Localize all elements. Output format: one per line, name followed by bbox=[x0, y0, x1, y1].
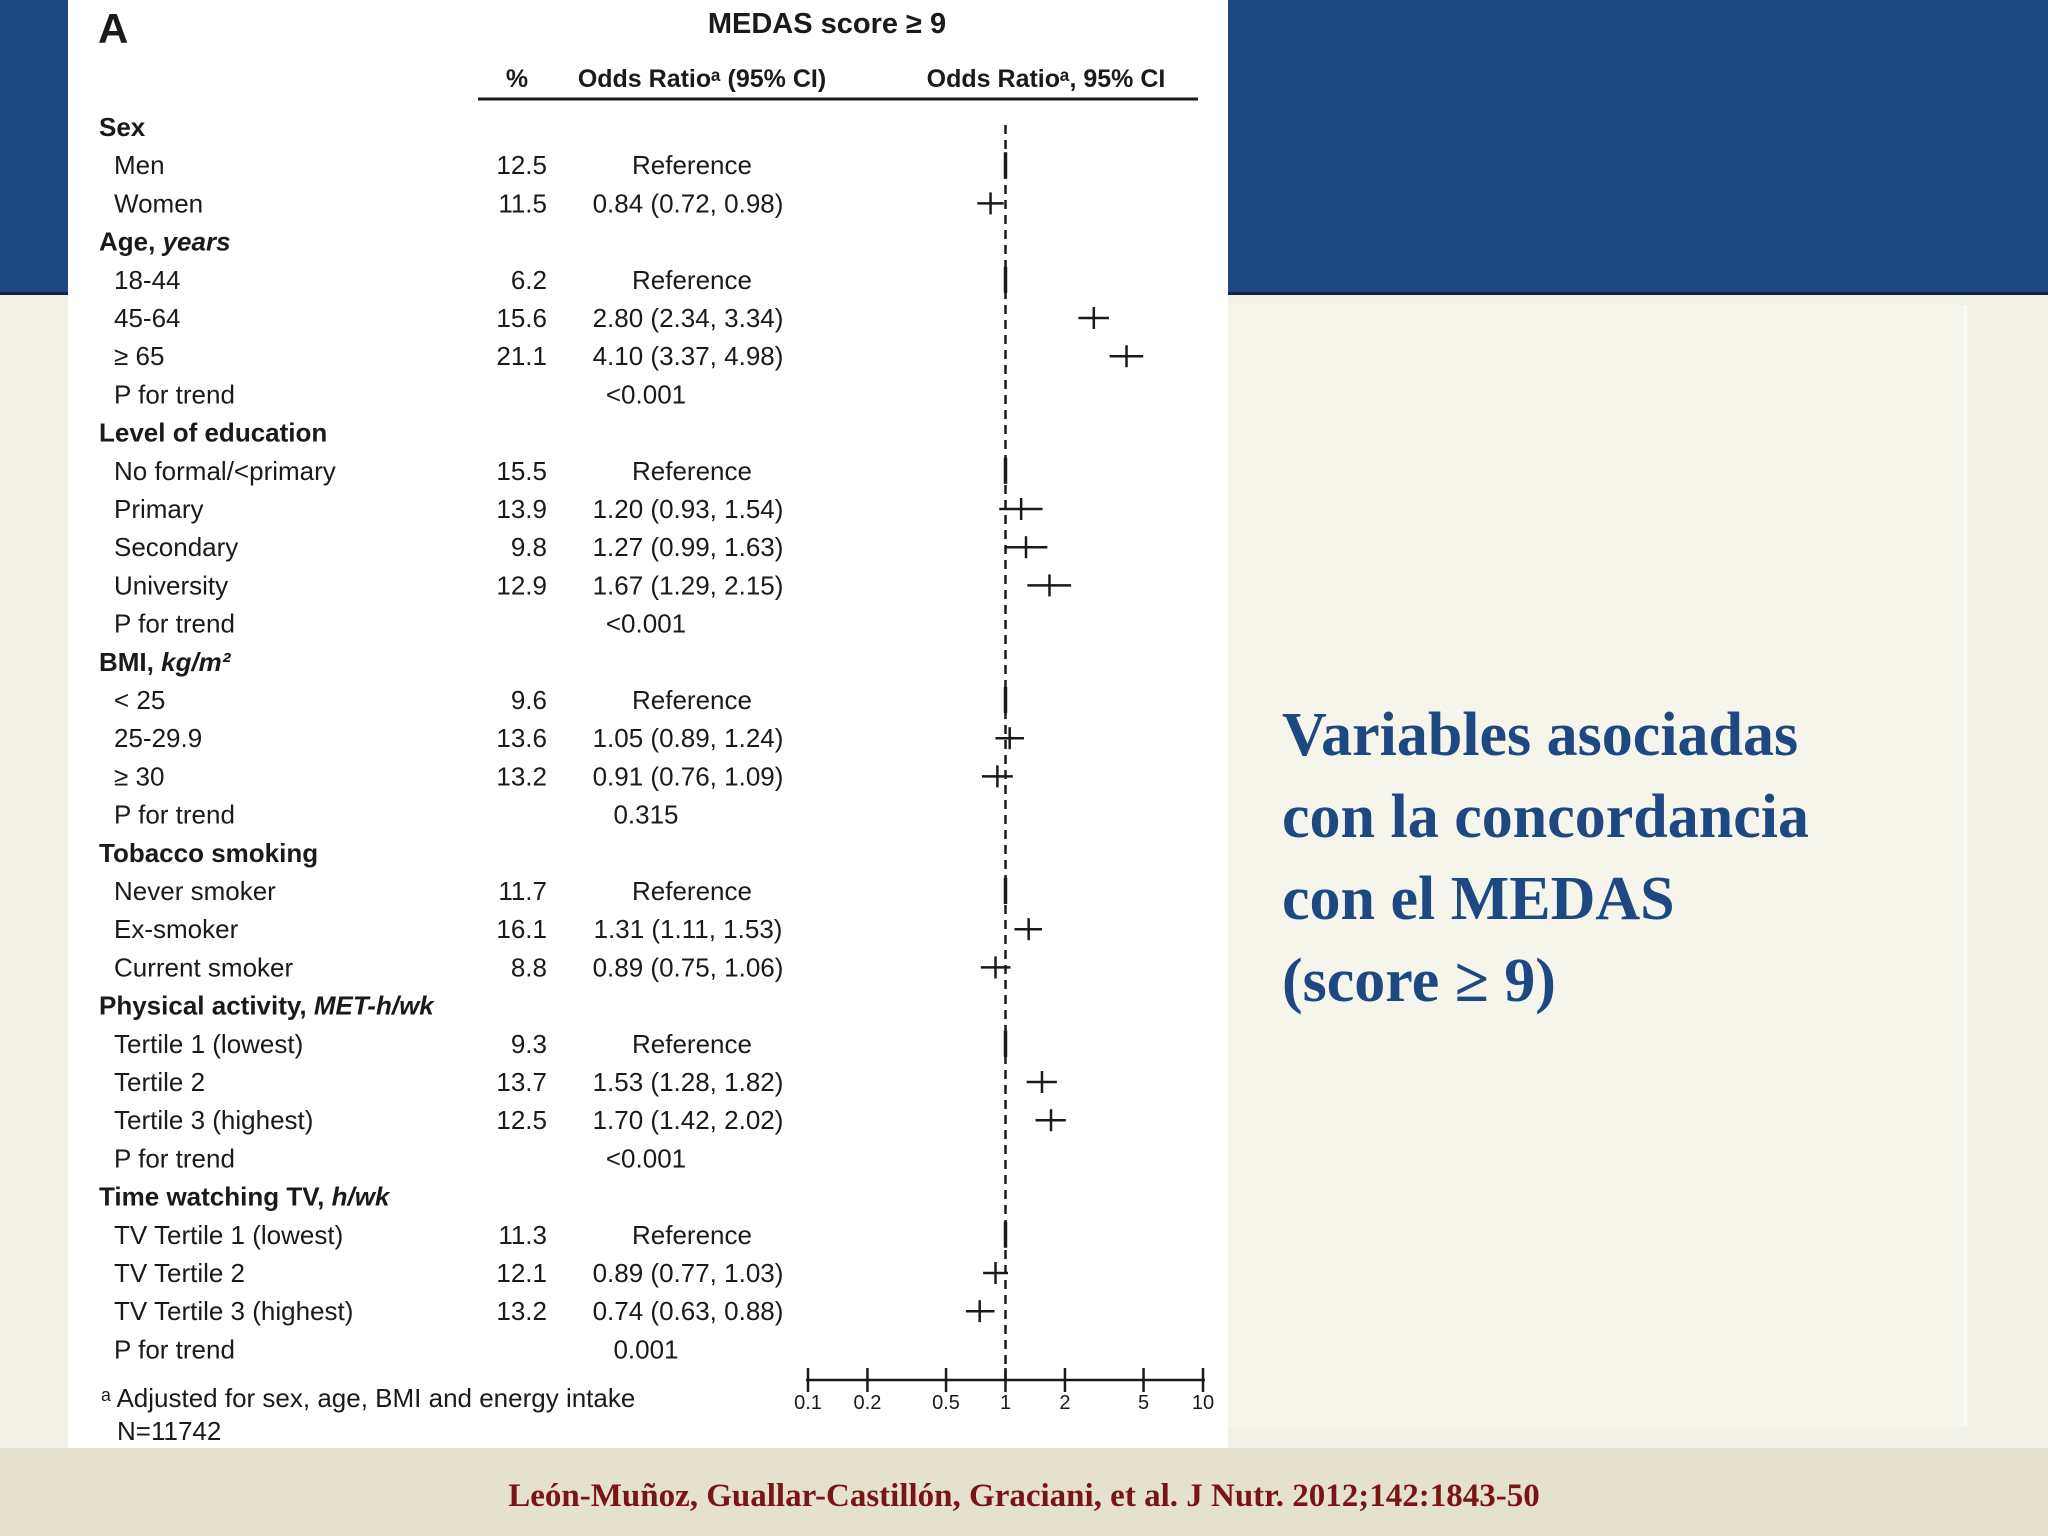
row-odds-ratio-text: Reference bbox=[632, 1219, 752, 1250]
row-percent: 12.5 bbox=[496, 1105, 547, 1136]
row-percent: 12.1 bbox=[496, 1258, 547, 1288]
row-label: P for trend bbox=[114, 799, 235, 830]
row-label: University bbox=[114, 570, 229, 601]
row-odds-ratio-text: 1.70 (1.42, 2.02) bbox=[592, 1105, 784, 1136]
row-percent: 9.8 bbox=[510, 532, 547, 563]
row-odds-ratio-text: 1.53 (1.28, 1.82) bbox=[592, 1067, 784, 1097]
row-label: Women bbox=[114, 188, 204, 219]
row-percent: 16.1 bbox=[496, 914, 547, 945]
row-label: 45-64 bbox=[114, 303, 181, 333]
row-p-trend: <0.001 bbox=[605, 379, 687, 410]
row-label: ≥ 30 bbox=[114, 761, 165, 792]
x-tick-label: 0.2 bbox=[853, 1392, 882, 1414]
citation: León-Muñoz, Guallar-Castillón, Graciani, et al. J Nutr. 2012;142:1843-50 bbox=[508, 1478, 1540, 1514]
row-odds-ratio-text: 2.80 (2.34, 3.34) bbox=[592, 303, 784, 333]
row-odds-ratio-text: 0.89 (0.75, 1.06) bbox=[592, 952, 784, 983]
forest-plot bbox=[68, 0, 1228, 1448]
row-odds-ratio-text: Reference bbox=[632, 876, 752, 906]
row-percent: 12.5 bbox=[496, 150, 547, 181]
row-p-trend: 0.315 bbox=[613, 799, 679, 830]
row-label: Never smoker bbox=[114, 876, 276, 906]
x-tick-label: 10 bbox=[1191, 1392, 1215, 1414]
row-group-label: Physical activity, MET-h/wk bbox=[99, 990, 434, 1021]
row-label: P for trend bbox=[114, 1143, 235, 1174]
row-percent: 13.2 bbox=[496, 761, 547, 792]
row-odds-ratio-text: Reference bbox=[632, 150, 752, 181]
row-percent: 11.5 bbox=[498, 188, 547, 219]
row-label: Current smoker bbox=[114, 952, 294, 983]
column-header-pct: % bbox=[505, 65, 529, 93]
row-percent: 11.7 bbox=[498, 876, 547, 906]
x-tick-label: 1 bbox=[999, 1392, 1012, 1414]
x-tick-label: 2 bbox=[1059, 1392, 1071, 1414]
row-group-label: Tobacco smoking bbox=[99, 837, 319, 868]
row-group-label: BMI, kg/m² bbox=[99, 646, 231, 677]
row-group-label: Time watching TV, h/wk bbox=[99, 1181, 390, 1212]
row-label: Men bbox=[114, 150, 165, 181]
x-tick-label: 0.5 bbox=[932, 1392, 960, 1414]
row-label: 18-44 bbox=[114, 264, 181, 295]
row-group-label: Sex bbox=[99, 112, 146, 142]
slide-title bbox=[1282, 694, 2002, 1022]
row-label: TV Tertile 1 (lowest) bbox=[114, 1219, 344, 1250]
row-label: TV Tertile 3 (highest) bbox=[114, 1296, 354, 1327]
slide-title-line: (score ≥ 9) bbox=[1282, 947, 1556, 1015]
row-group-label-unit: kg/m² bbox=[161, 646, 231, 677]
row-percent: 15.5 bbox=[496, 455, 547, 486]
slide-title-line: con el MEDAS bbox=[1282, 865, 1675, 933]
footnote: ᵃ Adjusted for sex, age, BMI and energy intake bbox=[101, 1383, 636, 1413]
row-odds-ratio-text: Reference bbox=[632, 1028, 752, 1059]
row-group-label: Age, years bbox=[99, 226, 231, 257]
row-label: ≥ 65 bbox=[114, 341, 165, 372]
row-percent: 6.2 bbox=[510, 264, 547, 295]
forest-plot-figure bbox=[68, 0, 1228, 1448]
column-header-or-plot: Odds Ratioᵃ, 95% CI bbox=[926, 65, 1166, 93]
row-label: TV Tertile 2 bbox=[114, 1258, 246, 1288]
row-odds-ratio-text: 0.91 (0.76, 1.09) bbox=[592, 761, 784, 792]
row-odds-ratio-text: Reference bbox=[632, 685, 752, 715]
slide-title-line: Variables asociadas bbox=[1282, 701, 1799, 769]
row-group-label-unit: years bbox=[162, 226, 231, 257]
row-percent: 13.2 bbox=[496, 1296, 547, 1327]
row-percent: 12.9 bbox=[496, 570, 547, 601]
row-label: P for trend bbox=[114, 608, 235, 639]
x-tick-label: 5 bbox=[1137, 1392, 1150, 1414]
row-odds-ratio-text: 1.20 (0.93, 1.54) bbox=[592, 494, 784, 524]
row-label: No formal/<primary bbox=[114, 455, 336, 486]
panel-label: A bbox=[98, 5, 129, 52]
row-group-label-unit: MET-h/wk bbox=[313, 990, 434, 1021]
x-tick-label: 0.1 bbox=[794, 1392, 822, 1414]
row-percent: 9.3 bbox=[510, 1028, 547, 1059]
row-p-trend: <0.001 bbox=[605, 1143, 687, 1174]
row-p-trend: <0.001 bbox=[605, 608, 687, 639]
sample-size: N=11742 bbox=[117, 1416, 222, 1446]
row-percent: 21.1 bbox=[496, 341, 547, 372]
row-percent: 11.3 bbox=[498, 1219, 547, 1250]
row-p-trend: 0.001 bbox=[613, 1334, 679, 1365]
row-odds-ratio-text: 4.10 (3.37, 4.98) bbox=[592, 341, 784, 372]
row-odds-ratio-text: 0.74 (0.63, 0.88) bbox=[592, 1296, 784, 1327]
row-group-label-unit: h/wk bbox=[331, 1181, 390, 1212]
row-label: Secondary bbox=[114, 532, 239, 563]
row-percent: 13.9 bbox=[496, 494, 547, 524]
row-odds-ratio-text: 1.05 (0.89, 1.24) bbox=[592, 723, 784, 754]
chart-title: MEDAS score ≥ 9 bbox=[707, 8, 947, 40]
row-percent: 9.6 bbox=[510, 685, 547, 715]
row-label: Ex-smoker bbox=[114, 914, 239, 945]
row-odds-ratio-text: 1.27 (0.99, 1.63) bbox=[592, 532, 784, 563]
row-label: Tertile 1 (lowest) bbox=[114, 1028, 304, 1059]
slide-title-line: con la concordancia bbox=[1282, 783, 1809, 851]
row-odds-ratio-text: Reference bbox=[632, 455, 752, 486]
row-odds-ratio-text: 0.84 (0.72, 0.98) bbox=[592, 188, 784, 219]
row-percent: 13.6 bbox=[496, 723, 547, 754]
row-percent: 8.8 bbox=[510, 952, 547, 983]
row-label: Primary bbox=[114, 494, 204, 524]
row-label: Tertile 2 bbox=[114, 1067, 206, 1097]
row-odds-ratio-text: 1.67 (1.29, 2.15) bbox=[592, 570, 784, 601]
row-percent: 13.7 bbox=[496, 1067, 547, 1097]
row-group-label: Level of education bbox=[99, 417, 328, 448]
row-label: 25-29.9 bbox=[114, 723, 203, 754]
row-label: < 25 bbox=[114, 685, 166, 715]
row-label: P for trend bbox=[114, 379, 235, 410]
row-odds-ratio-text: 1.31 (1.11, 1.53) bbox=[593, 914, 783, 945]
row-odds-ratio-text: Reference bbox=[632, 264, 752, 295]
row-percent: 15.6 bbox=[496, 303, 547, 333]
row-odds-ratio-text: 0.89 (0.77, 1.03) bbox=[592, 1258, 784, 1288]
column-header-or-text: Odds Ratioᵃ (95% CI) bbox=[577, 65, 827, 93]
row-label: Tertile 3 (highest) bbox=[114, 1105, 314, 1136]
row-label: P for trend bbox=[114, 1334, 235, 1365]
